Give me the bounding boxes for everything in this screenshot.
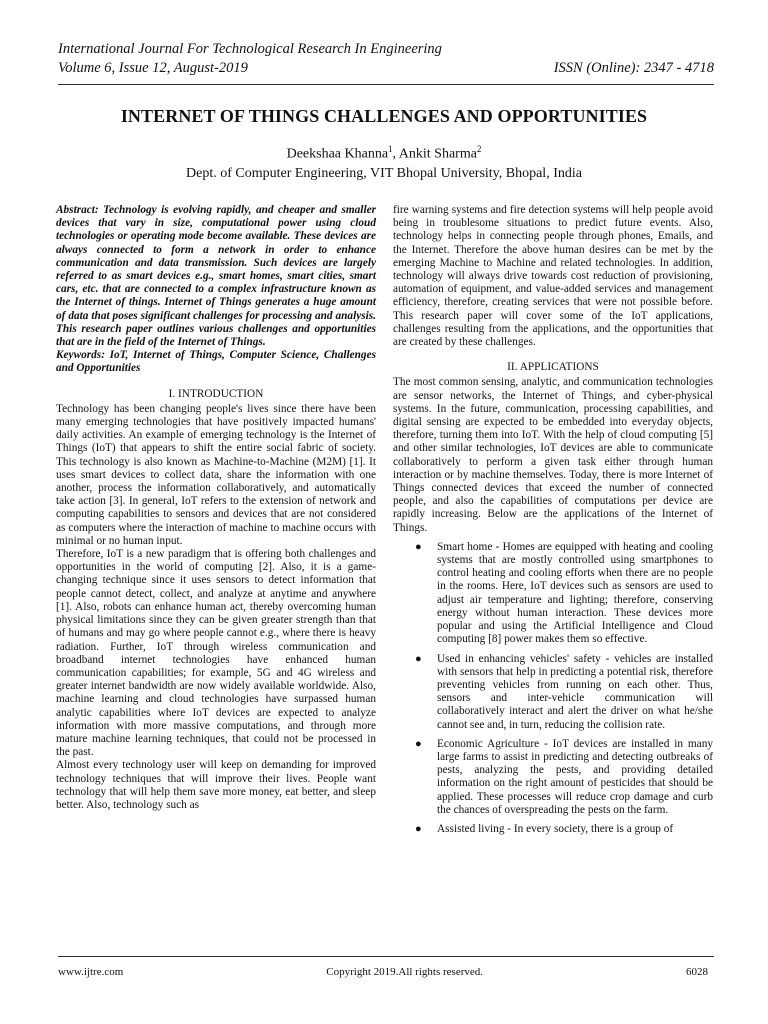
keywords: Keywords: IoT, Internet of Things, Computer Science, Challenges and Opportunities <box>56 349 376 375</box>
list-item <box>415 540 713 647</box>
author-names <box>0 140 768 164</box>
page-footer <box>58 966 708 978</box>
section-heading-applications: II. APPLICATIONS <box>507 361 599 374</box>
journal-name: International Journal For Technological Research In Engineering <box>58 41 442 57</box>
journal-meta <box>58 59 714 78</box>
volume-info: Volume 6, Issue 12, August-2019 <box>58 60 248 76</box>
issn-info: ISSN (Online): 2347 - 4718 <box>553 60 714 76</box>
bullet-icon: ● <box>415 652 422 665</box>
list-item-text: Used in enhancing vehicles' safety - vehicles are installed with sensors that help in predicting a potential risk, therefore preventing vehicles from running on each other. Thus, sensors and inter-vehicle communication will collaboratively interact and alert the driver on what he/she cannot see and, in turn, reducing the collision rate. <box>437 652 713 731</box>
author-separator: , <box>392 146 399 162</box>
paper-title: INTERNET OF THINGS CHALLENGES AND OPPORTUNITIES <box>120 106 648 126</box>
applications-list <box>393 541 713 836</box>
right-column <box>393 204 713 842</box>
author-2-affil: 2 <box>476 144 482 154</box>
list-item <box>415 822 713 836</box>
author-block <box>0 140 768 183</box>
footer-url: www.ijtre.com <box>58 966 124 978</box>
applications-paragraph: The most common sensing, analytic, and communication technologies are sensor networks, the Internet of Things, and cyber-physical systems. In the future, communication, processing capabilities, and digital sensing are expected to be embedded into everyday objects, therefore, turning them into IoT. With the help of cloud computing [5] and other similar technologies, IoT devices are able to communicate collaboratively to perform a given task either through human interaction or by machine themselves. Today, there is more Internet of Things connected devices that exceed the number of connected people, and also the capabilities of computations per device are rapidly increasing. Below are the applications of the Internet of Things. <box>393 376 713 534</box>
footer-copyright: Copyright 2019.All rights reserved. <box>326 966 483 978</box>
author-1-affil: 1 <box>388 144 393 154</box>
page-number: 6028 <box>685 966 708 978</box>
bullet-icon: ● <box>415 822 422 835</box>
list-item <box>415 652 713 732</box>
header-rule <box>58 84 714 85</box>
journal-header <box>58 40 714 78</box>
left-column <box>56 204 376 812</box>
abstract: Abstract: Technology is evolving rapidly, and cheaper and smaller devices that vary in size, computational power using cloud technologies or operating mode become available. These devices are always connected to form a network in order to enhance communication and data transmission. Such devices are largely referred to as smart devices e.g., smart homes, smart cities, smart cars, etc. that are connected to a complex infrastructure known as the Internet of things. Internet of Things generates a huge amount of data that poses significant challenges for processing and analysis. This research paper outlines various challenges and opportunities that are in the field of the Internet of Things. <box>56 204 376 349</box>
list-item-text: Economic Agriculture - IoT devices are installed in many large farms to assist in predicting and detecting outbreaks of pests, analyzing the pests, and providing detailed information on the right amount of pesticides that should be applied. These processes will reduce crop damage and curb the chances of overspreading the pests on the farm. <box>437 737 713 816</box>
intro-paragraph-1: Technology has been changing people's lives since there have been many emerging technologies that have positively impacted humans' daily activities. An example of emerging technology is the Internet of Things (IoT) that appears to shift the entire social fabric of society. This technology is also known as Machine-to-Machine (M2M) [1]. It uses smart devices to collect data, share the information with one another, process the information collaboratively, and automatically take action [3]. In general, IoT refers to the extension of network and computing capabilities to sensors and devices that are not considered as computers where the interaction of machine to machine occurs with minimal or no human input. <box>56 402 376 547</box>
affiliation: Dept. of Computer Engineering, VIT Bhopal University, Bhopal, India <box>186 165 582 181</box>
list-item-text: Smart home - Homes are equipped with heating and cooling systems that are mostly controlled using smartphones to control heating and cooling efforts when there are no people in the rooms. Here, IoT devices such as sensors are used to adjust air temperature and lighting; therefore, conserving energy without human interaction. These devices more popular and using the Artificial Intelligence and Cloud computing [8] power makes them so effective. <box>437 540 713 646</box>
author-2: Ankit Sharma <box>398 146 477 162</box>
author-1: Deekshaa Khanna <box>286 146 389 162</box>
list-item-text: Assisted living - In every society, there is a group of <box>437 822 674 835</box>
list-item <box>415 737 713 817</box>
intro-paragraph-3: Almost every technology user will keep on demanding for improved technology techniques that will improve their lives. People want technology that will help them save more money, eat better, and sleep better. Also, technology such as <box>56 759 376 811</box>
intro-continued-paragraph: fire warning systems and fire detection systems will help people avoid being in troublesome situations to predict future events. Also, technology helps in connecting people through phones, Emails, and the Internet. Therefore the above human desires can be met by the emerging Machine to Machine and related technologies. In addition, technology will always drive towards cost reduction of provisioning, automation of equipment, and value-added services and management efficiency, therefore, creating services that were not possible before. This research paper will cover some of the IoT applications, challenges resulting from the applications, and the opportunities that are created by these challenges. <box>393 204 713 349</box>
intro-paragraph-2: Therefore, IoT is a new paradigm that is offering both challenges and opportunities in the world of computing [2]. Also, it is a game-changing technique since it uses sensors to detect information that people cannot detect, collect, and analyze at anytime and anywhere [1]. Also, robots can enhance human act, thereby overcoming human physical limitations since they can be given greater strength than that of humans and may go where people cannot e.g., where there is heavy radiation. Further, IoT through wireless communication and broadband internet technologies have enhanced human communication capabilities; for example, 5G and 4G wireless and greater internet bandwidth are now widely available worldwide. Also, machine learning and cloud technologies have surpassed human analytic capabilities where IoT devices are expected to analyze information with more massive computations, and through more mature machine learning techniques, that could not be processed in the past. <box>56 548 376 759</box>
footer-rule <box>58 956 714 957</box>
bullet-icon: ● <box>415 737 422 750</box>
bullet-icon: ● <box>415 540 422 553</box>
section-heading-introduction: I. INTRODUCTION <box>168 387 264 400</box>
